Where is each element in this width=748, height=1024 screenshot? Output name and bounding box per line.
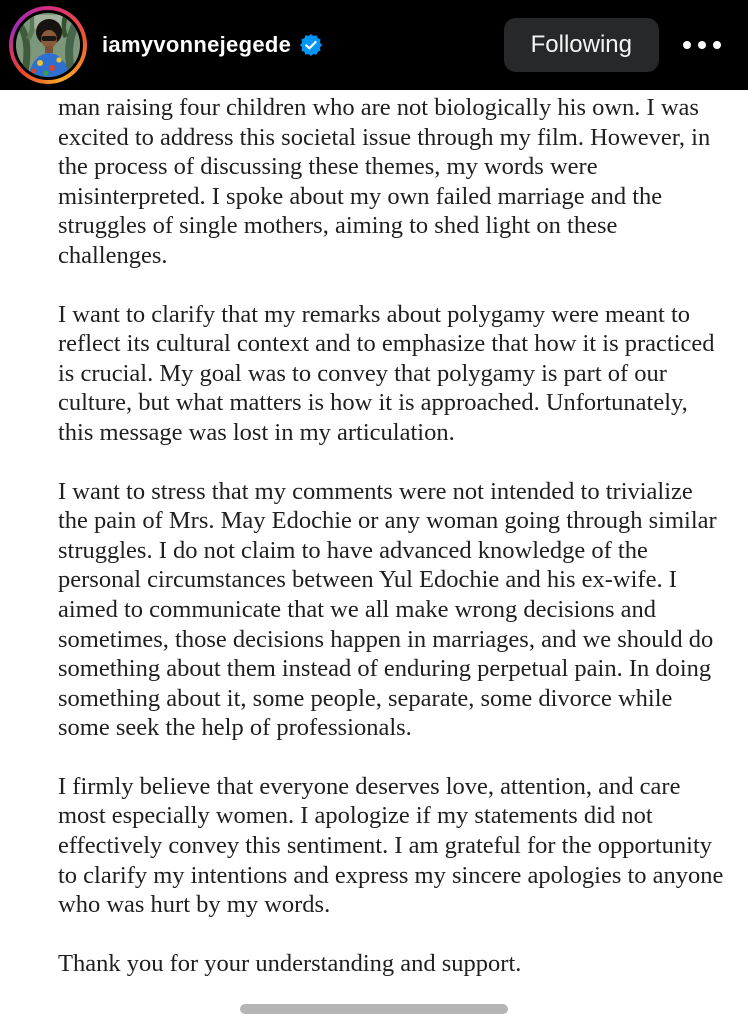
post-image[interactable] [0,90,748,1024]
ellipsis-icon [698,41,706,49]
ellipsis-icon [713,41,721,49]
statement-text [0,90,748,978]
ellipsis-icon [683,41,691,49]
avatar[interactable] [9,6,87,84]
statement-paragraph: I want to clarify that my remarks about polygamy were meant to reflect its cultural context and to emphasize that how it is practiced is crucial. My goal was to convey that polygamy is part of our culture, but what matters is how it is approached. Unfortunately, this message was lost in my articulation. [58,300,715,446]
statement-paragraph: man raising four children who are not biologically his own. I was excited to address this societal issue through my film. However, in the process of discussing these themes, my words were misinterpreted. I spoke about my own failed marriage and the struggles of single mothers, aiming to shed light on these challenges. [58,94,711,269]
avatar-photo [13,10,83,80]
statement-paragraph: I want to stress that my comments were not intended to trivialize the pain of Mrs. May Edochie or any woman going through similar struggles. I do not claim to have advanced knowledge of the personal circumstances between Yul Edochie and his ex-wife. I aimed to communicate that we all make wrong decisions and sometimes, those decisions happen in marriages, and we should do something about them instead of enduring perpetual pain. In doing something about it, some people, separate, some divorce while some seek the help of professionals. [58,477,717,742]
avatar-photo-illustration [16,13,80,77]
more-options-button[interactable] [681,35,723,55]
post-header [0,0,748,90]
scroll-indicator[interactable] [240,1004,508,1014]
username-row [102,32,322,58]
statement-paragraph: Thank you for your understanding and support. [58,949,522,977]
following-button[interactable]: Following [504,18,659,72]
username[interactable]: iamyvonnejegede [102,32,292,57]
statement-paragraph: I firmly believe that everyone deserves love, attention, and care most especially women. I apologize if my statements did not effectively convey this sentiment. I am grateful for the opportunity to clarify my intentions and express my sincere apologies to anyone who was hurt by my words. [58,772,724,919]
verified-badge-icon [300,34,322,56]
